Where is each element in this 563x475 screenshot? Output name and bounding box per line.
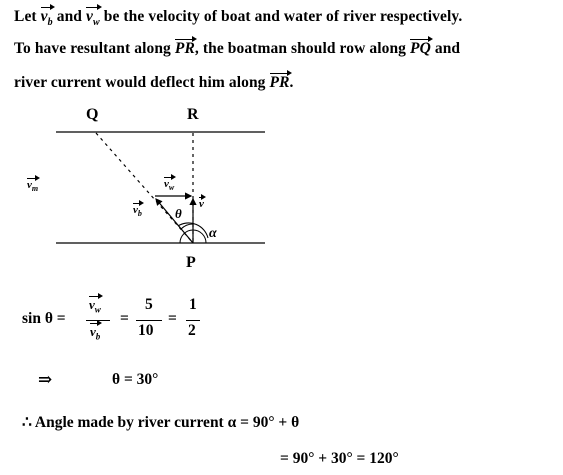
implies-arrow: ⇒	[38, 370, 53, 389]
frac3-num: 1	[189, 296, 197, 313]
intro-line-1-b: and	[52, 8, 86, 25]
intro-line-3-b: .	[289, 74, 294, 91]
label-v: v	[199, 198, 204, 210]
label-vb: $v_b$	[133, 204, 142, 219]
intro-line-2-c: and	[430, 40, 461, 57]
eq2: =	[168, 310, 177, 327]
intro-line-1-c: be the velocity of boat and water of river respectively.	[99, 8, 463, 25]
label-alpha: α	[209, 226, 217, 241]
pq-vector: PQ	[410, 40, 431, 57]
label-p: P	[186, 254, 196, 271]
label-q: Q	[86, 106, 99, 123]
final-line: = 90° + 30° = 120°	[280, 450, 399, 467]
therefore-line: ∴ Angle made by river current α = 90° + θ	[22, 414, 300, 431]
frac2-rule	[136, 320, 162, 321]
frac1-num: $v_w$	[89, 297, 101, 315]
label-theta: θ	[175, 206, 182, 221]
label-r: R	[187, 106, 199, 123]
label-vw: $v_w$	[164, 178, 175, 193]
intro-line-1-a: Let	[14, 8, 41, 25]
sin-lhs: sin θ =	[22, 310, 66, 327]
pr-vector-2: PR	[269, 74, 290, 91]
theta-result: θ = 30°	[112, 371, 159, 388]
intro-line-3-a: river current would deflect him along	[14, 74, 270, 91]
frac2-num: 5	[145, 296, 153, 313]
frac1-den: $v_b$	[90, 324, 101, 342]
frac3-rule	[186, 320, 200, 321]
intro-line-2-a: To have resultant along	[14, 40, 175, 57]
eq1: =	[120, 310, 129, 327]
vb-vector: $v_b$	[40, 8, 53, 29]
vw-vector: $v_w$	[86, 8, 100, 29]
theta-arc	[181, 224, 193, 229]
intro-line-2-b: , the boatman should row along	[194, 40, 411, 57]
frac2-den: 10	[138, 322, 154, 339]
label-vm: $v_m$	[27, 179, 39, 194]
frac3-den: 2	[188, 322, 196, 339]
pr-vector: PR	[174, 40, 195, 57]
